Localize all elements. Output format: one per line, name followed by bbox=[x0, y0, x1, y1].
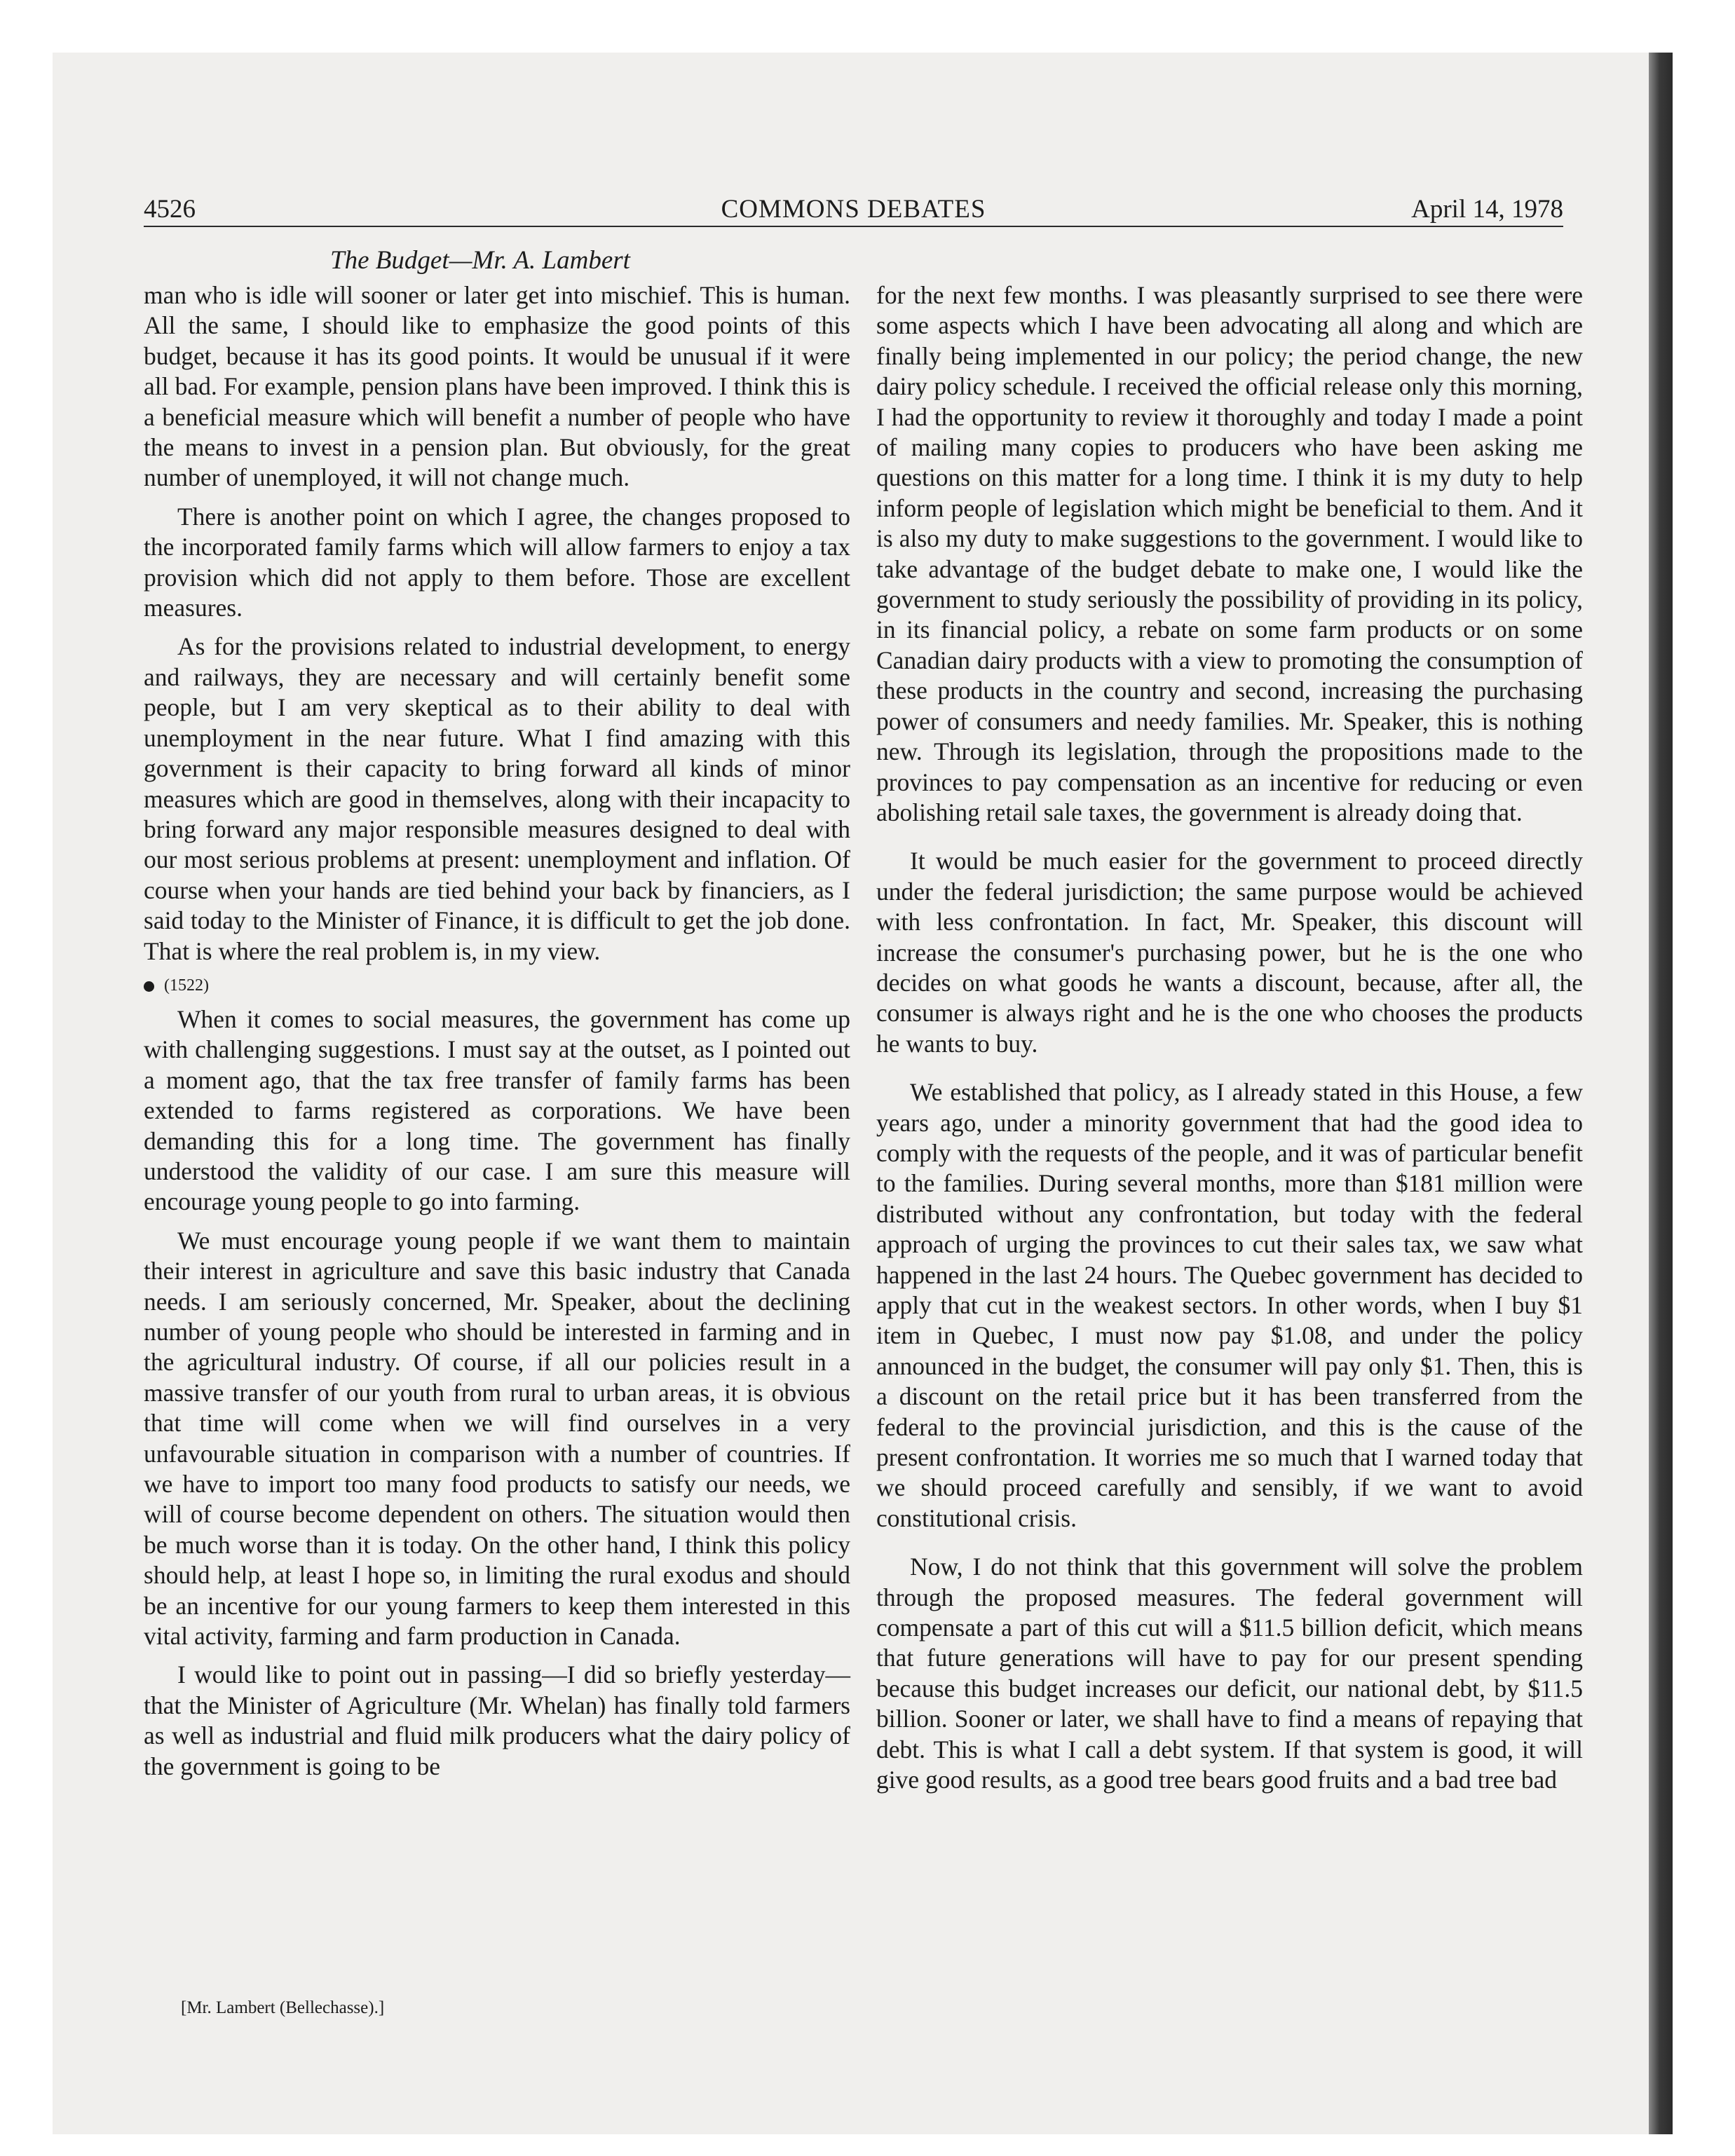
paragraph: There is another point on which I agree, the changes proposed to the incorporated family farms which will allow farmers to enjoy a tax provision which did not apply to them before. Those are excellent measures. bbox=[144, 502, 850, 622]
header-rule bbox=[144, 226, 1563, 227]
paragraph: It would be much easier for the government to proceed directly under the federal jurisdiction; the same purpose would be achieved with less confrontation. In fact, Mr. Speaker, this discount will increase the consumer's purchasing power, but he is the one who decides on what goods he wants a discount, because, after all, the consumer is always right and he is the one who chooses the products he wants to buy. bbox=[876, 847, 1583, 1058]
running-head: The Budget—Mr. A. Lambert bbox=[330, 246, 630, 275]
timestamp-marker bbox=[144, 975, 850, 996]
speaker-footnote: [Mr. Lambert (Bellechasse).] bbox=[181, 1998, 385, 2017]
paragraph: I would like to point out in passing—I did so briefly yesterday—that the Minister of Agriculture (Mr. Whelan) has finally told farmers as well as industrial and fluid milk producers what the dairy policy of the government is going to be bbox=[144, 1660, 850, 1780]
right-column bbox=[876, 280, 1583, 1804]
paragraph: Now, I do not think that this government will solve the problem through the proposed measures. The federal government will compensate a part of this cut will a $11.5 billion deficit, which means that future generations will have to pay for our present spending because this budget increases our deficit, our national debt, by $11.5 billion. Sooner or later, we shall have to find a means of repaying that debt. This is what I call a debt system. If that system is good, it will give good results, as a good tree bears good fruits and a bad tree bad bbox=[876, 1553, 1583, 1794]
page-header bbox=[144, 193, 1563, 226]
publication-date: April 14, 1978 bbox=[1411, 195, 1563, 224]
timestamp-label: (1522) bbox=[164, 976, 209, 995]
paragraph: As for the provisions related to industrial development, to energy and railways, they are necessary and will certainly benefit some people, but I am very skeptical as to their ability to deal with unemployment in the near future. What I find amazing with this government is their capacity to bring forward all kinds of minor measures which are good in themselves, along with their incapacity to bring forward any major responsible measures designed to deal with our most serious problems at present: unemployment and inflation. Of course when your hands are tied behind your back by financiers, as I said today to the Minister of Finance, it is difficult to get the job done. That is where the real problem is, in my view. bbox=[144, 632, 850, 965]
paragraph: We must encourage young people if we want them to maintain their interest in agriculture and save this basic industry that Canada needs. I am seriously concerned, Mr. Speaker, about the declining number of young people who should be interested in farming and in the agricultural industry. Of course, if all our policies result in a massive transfer of our youth from rural to urban areas, it is obvious that time will come when we will find ourselves in a very unfavourable situation in comparison with a number of countries. If we have to import too many food products to satisfy our needs, we will of course become dependent on others. The situation would then be much worse than it is today. On the other hand, I think this policy should help, at least I hope so, in limiting the rural exodus and should be an incentive for our young farmers to keep them interested in this vital activity, farming and farm production in Canada. bbox=[144, 1226, 850, 1651]
paragraph: We established that policy, as I already stated in this House, a few years ago, under a minority government that had the good idea to comply with the requests of the people, and it was of particular benefit to the families. During several months, more than $181 million were distributed without any confrontation, but today with the federal approach of urging the provinces to cut their sales tax, we saw what happened in the last 24 hours. The Quebec government has decided to apply that cut in the weakest sectors. In other words, when I buy $1 item in Quebec, I must now pay $1.08, and under the policy announced in the budget, the consumer will pay only $1. Then, this is a discount on the retail price but it has been transferred from the federal to the provincial jurisdiction, and this is the cause of the present confrontation. It worries me so much that I warned today that we should proceed carefully and sensibly, if we want to avoid constitutional crisis. bbox=[876, 1078, 1583, 1532]
left-column bbox=[144, 280, 850, 1790]
page-number: 4526 bbox=[144, 195, 196, 224]
scan-edge-shadow bbox=[1649, 53, 1673, 2134]
paragraph: for the next few months. I was pleasantly surprised to see there were some aspects which I have been advocating all along and which are finally being implemented in our policy; the period change, the new dairy policy schedule. I received the official release only this morning, I had the opportunity to review it thoroughly and today I made a point of mailing many copies to producers who have been asking me questions on this matter for a long time. I think it is my duty to help inform people of legislation which might be beneficial to them. And it is also my duty to make suggestions to the government. I would like to take advantage of the budget debate to make one, I would like the government to study seriously the possibility of providing in its policy, in its financial policy, a rebate on some farm products or on some Canadian dairy products with a view to promoting the consumption of these products in the country and second, increasing the purchasing power of consumers and needy families. Mr. Speaker, this is nothing new. Through its legislation, through the propositions made to the provinces to pay compensation as an incentive for reducing or even abolishing retail sale taxes, the government is already doing that. bbox=[876, 281, 1583, 826]
journal-title: COMMONS DEBATES bbox=[721, 195, 986, 224]
bullet-dot-icon bbox=[144, 981, 154, 992]
paragraph: man who is idle will sooner or later get into mischief. This is human. All the same, I should like to emphasize the good points of this budget, because it has its good points. It would be unusual if it were all bad. For example, pension plans have been improved. I think this is a beneficial measure which will benefit a number of people who have the means to invest in a pension plan. But obviously, for the great number of unemployed, it will not change much. bbox=[144, 281, 850, 492]
paragraph: When it comes to social measures, the government has come up with challenging suggestions. I must say at the outset, as I pointed out a moment ago, that the tax free transfer of family farms has been extended to farms registered as corporations. We have been demanding this for a long time. The government has finally understood the validity of our case. I am sure this measure will encourage young people to go into farming. bbox=[144, 1004, 850, 1216]
